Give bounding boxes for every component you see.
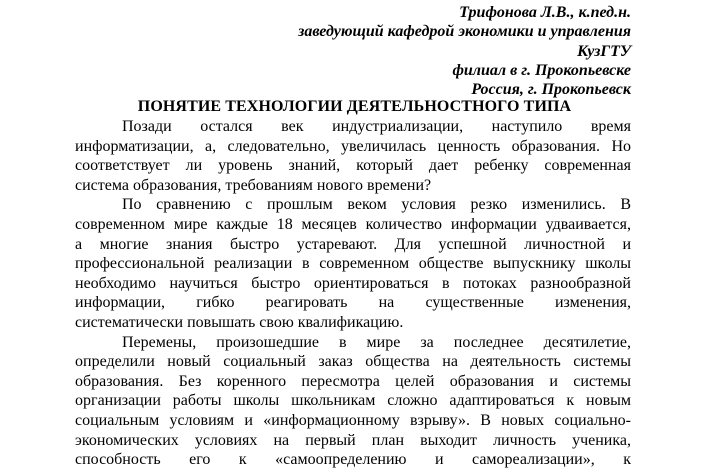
body-line: Перемены, произошедшие в мире за последнее десятилетие,: [122, 333, 631, 351]
body-line: соответствует ли уровень знаний, который дает ребенку современная: [75, 157, 631, 175]
author-position: заведующий кафедрой экономики и управления: [298, 23, 631, 41]
body-line: Позади остался век индустриализации, наступило время: [122, 118, 631, 135]
author-location: Россия, г. Прокопьевск: [471, 81, 631, 99]
article-body: [75, 117, 631, 470]
body-line: организации работы школы школьникам сложно адаптироваться к новым: [75, 392, 631, 410]
body-line: По сравнению с прошлым веком условия резко изменились. В: [122, 196, 631, 214]
body-line: система образования, требованиям нового времени?: [75, 176, 432, 194]
body-line: экономических условиях на первый план выходит личность ученика,: [75, 431, 631, 449]
body-line: образования. Без коренного пересмотра целей образования и системы: [75, 372, 631, 390]
body-line: способность его к «самоопределению и самореализации», к: [75, 451, 631, 469]
body-line: информатизации, а, следовательно, увеличилась ценность образования. Но: [75, 137, 631, 155]
body-line: определили новый социальный заказ общества на деятельность системы: [75, 353, 631, 371]
body-line: профессиональной реализации в современном обществе выпускнику школы: [75, 255, 631, 273]
article-title: ПОНЯТИЕ ТЕХНОЛОГИИ ДЕЯТЕЛЬНОСТНОГО ТИПА: [137, 98, 572, 115]
body-line: информации, гибко реагировать на существенные изменения,: [75, 294, 631, 312]
author-block: [298, 3, 631, 99]
body-line: социальным условиям и «информационному взрыву». В новых социально-: [75, 411, 631, 429]
body-line: а многие знания быстро устаревают. Для успешной личностной и: [75, 235, 631, 253]
author-university: КузГТУ: [577, 42, 631, 60]
body-line: необходимо научиться быстро ориентироваться в потоках разнообразной: [75, 274, 631, 292]
author-name: Трифонова Л.В., к.пед.н.: [459, 4, 631, 21]
body-line: современном мире каждые 18 месяцев количество информации удваивается,: [75, 215, 631, 233]
author-branch: филиал в г. Прокопьевске: [452, 61, 631, 79]
body-line: систематически повышать свою квалификацию.: [75, 313, 404, 331]
